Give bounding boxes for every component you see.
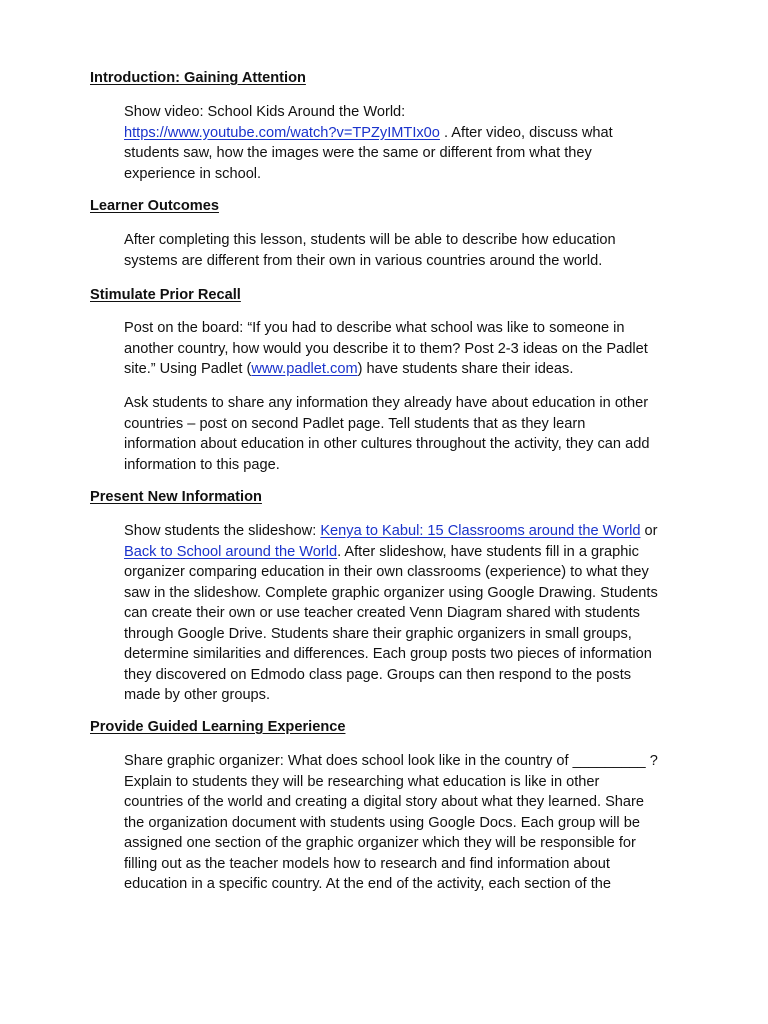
heading-learner-outcomes: Learner Outcomes: [90, 198, 219, 214]
text-line: Post on the board: “If you had to describe what school was like to someone in: [124, 320, 625, 336]
heading-introduction: Introduction: Gaining Attention: [90, 70, 306, 86]
text-line: Show video: School Kids Around the World:: [124, 104, 406, 120]
paragraph-present-new-information: [124, 521, 684, 706]
text-segment: Show students the slideshow:: [124, 523, 321, 539]
text-segment: . After slideshow, have students fill in a graphic: [337, 543, 639, 560]
text-line: through Google Drive. Students share their graphic organizers in small groups,: [124, 625, 632, 642]
text-line: assigned one section of the graphic organizer which they will be responsible for: [124, 835, 636, 851]
paragraph-recall-1: [124, 318, 684, 380]
heading-guided-learning-experience: Provide Guided Learning Experience: [90, 719, 346, 735]
text-line: [124, 542, 684, 563]
text-line: can create their own or use teacher created Venn Diagram shared with students: [124, 605, 640, 621]
text-line: students saw, how the images were the same or different from what they: [124, 145, 592, 161]
text-line: Ask students to share any information they already have about education in other: [124, 395, 649, 411]
text-line: another country, how would you describe it to them? Post 2-3 ideas on the Padlet: [124, 340, 648, 357]
text-segment: or: [640, 523, 658, 539]
text-segment: . After video, discuss what: [439, 124, 613, 141]
text-line: the organization document with students using Google Docs. Each group will be: [124, 814, 640, 831]
text-line: they discovered on Edmodo class page. Groups can then respond to the posts: [124, 666, 632, 683]
heading-stimulate-prior-recall: Stimulate Prior Recall: [90, 287, 241, 303]
text-line: made by other groups.: [124, 687, 271, 703]
paragraph-learner-outcomes: [124, 230, 684, 271]
text-line: Explain to students they will be researching what education is like in other: [124, 773, 600, 790]
text-line: countries – post on second Padlet page. Tell students that as they learn: [124, 415, 586, 432]
text-line: organizer comparing education in their own classrooms (experience) to what they: [124, 564, 649, 580]
text-line: countries of the world and creating a digital story about what they learned. Share: [124, 794, 645, 810]
paragraph-recall-2: [124, 393, 684, 475]
text-segment: ) have students share their ideas.: [357, 361, 574, 377]
text-line: determine similarities and differences. Each group posts two pieces of information: [124, 646, 652, 662]
paragraph-guided-learning-experience: [124, 751, 684, 895]
text-line: education in a specific country. At the end of the activity, each section of the: [124, 876, 612, 892]
text-line: systems are different from their own in various countries around the world.: [124, 252, 603, 269]
text-line: experience in school.: [124, 165, 262, 182]
youtube-video-link[interactable]: https://www.youtube.com/watch?v=TPZyIMTIx0o: [124, 124, 440, 141]
text-line: [124, 359, 684, 380]
text-segment: site.” Using Padlet (: [124, 361, 252, 377]
heading-present-new-information: Present New Information: [90, 489, 262, 505]
text-line: [124, 123, 684, 144]
text-line: filling out as the teacher models how to research and find information about: [124, 855, 610, 872]
kenya-to-kabul-link[interactable]: Kenya to Kabul: 15 Classrooms around the World: [320, 523, 641, 539]
text-line: Share graphic organizer: What does school look like in the country of _________ ?: [124, 753, 658, 769]
padlet-link[interactable]: www.padlet.com: [251, 361, 358, 377]
text-line: information about education in other cultures throughout the activity, they can add: [124, 436, 650, 452]
text-line: After completing this lesson, students will be able to describe how education: [124, 232, 616, 248]
text-line: [124, 521, 684, 542]
paragraph-introduction: [124, 102, 684, 184]
text-line: information to this page.: [124, 456, 280, 473]
back-to-school-link[interactable]: Back to School around the World: [124, 543, 338, 560]
text-line: saw in the slideshow. Complete graphic organizer using Google Drawing. Students: [124, 584, 658, 601]
